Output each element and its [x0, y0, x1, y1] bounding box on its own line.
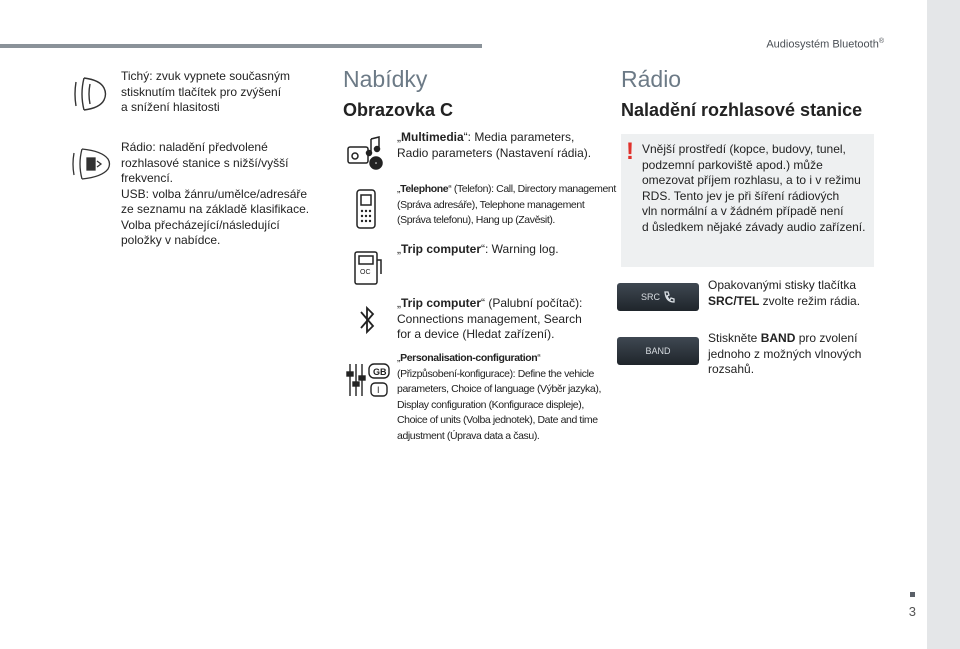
personalisation-icon: [344, 360, 392, 400]
warning-icon: !: [626, 138, 634, 165]
menu-item-multimedia: „Multimedia“: Media parameters, Radio parameters (Nastavení rádia).: [397, 130, 592, 160]
warning-text: Vnější prostředí (kopce, budovy, tunel, podzemní parkoviště apod.) může omezovat příjem rozhlasu, a to i v režimu RDS. Tento jev je při šíření rádiových vln normální a v žádném případě není d ůsledkem nějaké závady audio zařízení.: [642, 142, 866, 234]
menu-item-personalisation: „Personalisation-configuration“ (Přizpůsobení-konfigurace): Define the vehicle parameters, Choice of language (Výběr jazyka), Display configuration (Konfigurace displeje), Choice of units (Volba jednotek), Date and time adjustment (Úprava data a času).: [397, 352, 601, 442]
multimedia-icon: [345, 135, 385, 171]
steering-radio-icon: [70, 147, 112, 181]
phone-icon: [663, 291, 675, 303]
page-number: 3: [908, 604, 916, 619]
band-button-image: BAND: [617, 337, 699, 365]
mute-description: Tichý: zvuk vypnete současným stisknutím tlačítek pro zvýšení a snížení hlasitosti: [121, 69, 290, 114]
menus-heading: Nabídky: [343, 66, 428, 92]
radio-description: Rádio: naladění předvolené rozhlasové stanice s nižší/vyšší frekvencí. USB: volba žánru/umělce/adresáře ze seznamu na základě klasifikace. Volba přecházející/následující položky v nabídce.: [121, 140, 310, 247]
menu-item-telephone: „Telephone“ (Telefon): Call, Directory management (Správa adresáře), Telephone management (Správa telefonu), Hang up (Zavěsit).: [397, 183, 616, 226]
steering-mute-icon: [70, 74, 110, 114]
src-tel-button-image: SRC: [617, 283, 699, 311]
bluetooth-icon: [358, 303, 376, 337]
page-header-title: Audiosystém Bluetooth®: [766, 38, 884, 51]
tuning-heading: Naladění rozhlasové stanice: [621, 100, 863, 120]
band-instruction: Stiskněte BAND pro zvolení jednoho z možných vlnových rozsahů.: [708, 331, 862, 376]
trip-computer-icon: [352, 250, 384, 286]
src-tel-instruction: Opakovanými stisky tlačítka SRC/TEL zvolte režim rádia.: [708, 278, 861, 308]
menu-item-connections: „Trip computer“ (Palubní počítač): Connections management, Search for a device (Hledat zařízení).: [397, 296, 583, 341]
trip-badge-text: OC: [360, 269, 371, 276]
telephone-icon: [354, 188, 378, 230]
page-sidebar: [927, 0, 960, 649]
lang-badge-text: GB: [373, 367, 387, 377]
header-rule: [0, 44, 482, 48]
page-marker: [910, 592, 915, 597]
menu-item-warning-log: „Trip computer“: Warning log.: [397, 242, 559, 256]
lang-badge2-text: I: [377, 385, 380, 395]
screen-c-heading: Obrazovka C: [343, 100, 454, 120]
radio-heading: Rádio: [621, 66, 682, 92]
